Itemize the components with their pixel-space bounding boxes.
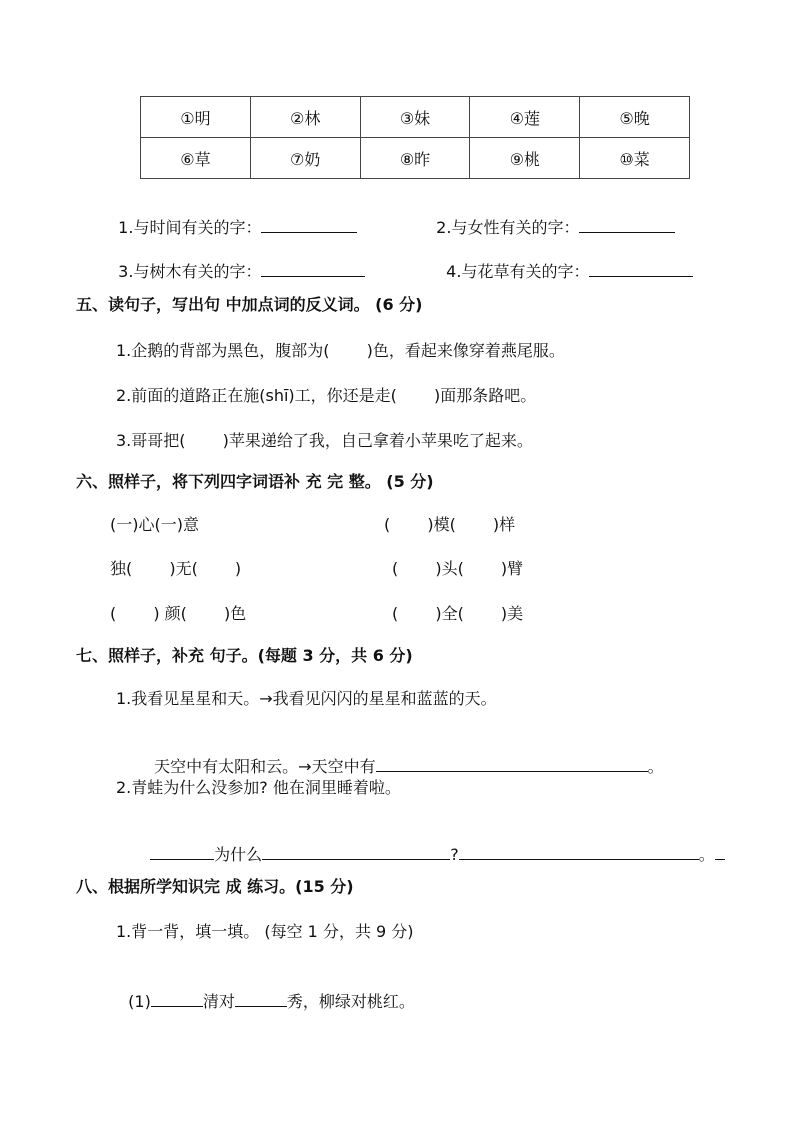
section-7-title: 七、照样子，补充 句子。(每题 3 分，共 6 分)	[76, 646, 413, 665]
table-cell: ⑦奶	[250, 138, 360, 179]
classify-question-2	[426, 196, 675, 238]
answer-line[interactable]	[589, 260, 693, 277]
answer-line[interactable]	[261, 260, 365, 277]
idiom-right-2: ( )头( )臂	[392, 559, 524, 578]
classify-question-1	[108, 196, 357, 238]
table-cell: ⑩菜	[580, 138, 690, 179]
section-8-subtitle: 1.背一背，填一填。 (每空 1 分，共 9 分)	[116, 922, 414, 941]
question-text: 1.与时间有关的字：	[118, 218, 262, 237]
question-text: 2.与女性有关的字：	[436, 218, 580, 237]
question-text: 3.与树木有关的字：	[118, 262, 262, 281]
section-7-example-1: 1.我看见星星和天。→我看见闪闪的星星和蓝蓝的天。	[116, 689, 497, 708]
answer-line[interactable]	[262, 843, 450, 860]
classify-question-3	[108, 240, 365, 282]
answer-line[interactable]	[235, 990, 287, 1007]
idiom-right-3: ( )全( )美	[392, 604, 524, 623]
answer-line[interactable]	[579, 216, 675, 233]
period: 。	[698, 845, 715, 864]
item-number: (1)	[128, 992, 151, 1011]
table-cell: ④莲	[470, 97, 580, 138]
question-text: 4.与花草有关的字：	[446, 262, 590, 281]
section-8-item-1	[118, 970, 415, 1012]
section-5-sentence-2: 2.前面的道路正在施(shī)工，你还是走( )面那条路吧。	[116, 386, 537, 405]
idiom-left-2: 独( )无( )	[110, 559, 242, 578]
answer-line[interactable]	[459, 843, 699, 860]
table-row	[141, 138, 690, 179]
idiom-left-1: (一)心(一)意	[110, 515, 199, 534]
answer-line[interactable]	[261, 216, 357, 233]
table-cell: ⑨桃	[470, 138, 580, 179]
period: 。	[647, 757, 664, 776]
answer-line[interactable]	[376, 755, 648, 772]
classify-question-4	[436, 240, 693, 282]
table-cell: ③妹	[360, 97, 470, 138]
answer-line[interactable]	[151, 990, 203, 1007]
idiom-right-1: ( )模( )样	[384, 515, 516, 534]
section-7-question-1	[144, 735, 664, 777]
table-cell: ①明	[141, 97, 251, 138]
section-5-title: 五、读句子，写出句 中加点词的反义词。 (6 分)	[76, 295, 423, 314]
section-5-sentence-1: 1.企鹅的背部为黑色，腹部为( )色，看起来像穿着燕尾服。	[116, 341, 565, 360]
character-table	[140, 96, 690, 179]
answer-line[interactable]	[150, 843, 214, 860]
question-mark: ?	[450, 845, 459, 864]
section-8-title: 八、根据所学知识完 成 练习。(15 分)	[76, 877, 354, 896]
question-text: 天空中有太阳和云。→天空中有	[154, 757, 376, 776]
table-row	[141, 97, 690, 138]
section-7-example-2: 2.青蛙为什么没参加? 他在洞里睡着啦。	[116, 778, 401, 797]
section-7-question-2	[140, 823, 725, 865]
table-cell: ⑧昨	[360, 138, 470, 179]
answer-line	[715, 843, 725, 860]
table-cell: ⑥草	[141, 138, 251, 179]
idiom-left-3: ( ) 颜( )色	[110, 604, 247, 623]
table-cell: ②林	[250, 97, 360, 138]
item-text: 秀，柳绿对桃红。	[286, 992, 415, 1011]
question-word: 为什么	[214, 845, 263, 864]
section-6-title: 六、照样子，将下列四字词语补 充 完 整。 (5 分)	[76, 472, 434, 491]
item-text: 清对	[202, 992, 235, 1011]
table-cell: ⑤晚	[580, 97, 690, 138]
section-5-sentence-3: 3.哥哥把( )苹果递给了我，自己拿着小苹果吃了起来。	[116, 431, 533, 450]
